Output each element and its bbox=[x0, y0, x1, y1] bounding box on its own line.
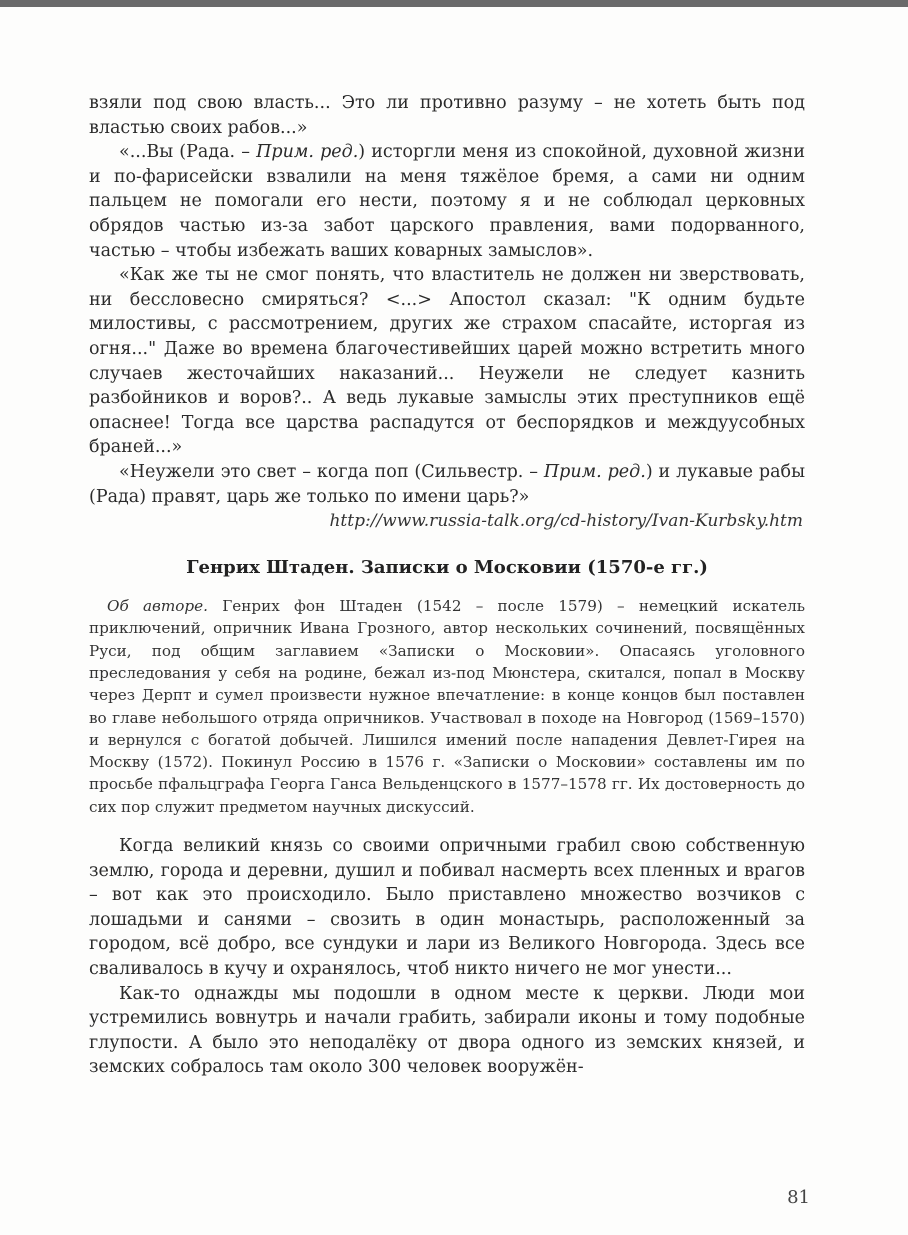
staden-text bbox=[89, 834, 805, 1080]
section-heading: Генрих Штаден. Записки о Московии (1570-е гг.) bbox=[186, 557, 708, 579]
staden-paragraph: Как-то однажды мы подошли в одном месте к церкви. Люди мои устремились вовнутрь и начали грабить, забирали иконы и тому подобные глупости. А было это неподалёку от двора одного из земских князей, и земских собралось там около 300 человек вооружён- bbox=[89, 983, 805, 1078]
staden-paragraph: Когда великий князь со своими опричными грабил свою собственную землю, города и деревни, душил и побивал насмерть всех пленных и врагов – вот как это происходило. Было приставлено множество возчиков с лошадьми и санями – свозить в один монастырь, расположенный за городом, всё добро, все сундуки и лари из Великого Новгорода. Здесь все сваливалось в кучу и охранялось, чтоб никто ничего не мог унести... bbox=[89, 836, 805, 980]
kurbsky-quote-continued: взяли под свою власть... Это ли противно разуму – не хотеть быть под властью своих рабов...» bbox=[89, 93, 805, 138]
quote-text: ) исторгли меня из спокойной, духовной жизни и по-фарисейски взвалили на меня тяжёлое бремя, а сами ни одним пальцем не помогали его нести, поэтому я и не соблюдал церковных обрядов частью из-за забот царского правления, вами подорванного, частью – чтобы избежать ваших коварных замыслов». bbox=[89, 142, 806, 261]
about-author-label: Об авторе. bbox=[107, 597, 208, 616]
source-url: http://www.russia-talk.org/cd-history/Ivan-Kurbsky.htm bbox=[329, 511, 803, 532]
about-author bbox=[89, 595, 805, 818]
editor-note: Прим. ред. bbox=[256, 142, 359, 163]
kurbsky-quote-ruler: «Как же ты не смог понять, что властитель не должен ни зверствовать, ни бессловесно смиряться? <...> Апостол сказал: "К одним будьте милостивы, с рассмотрением, других же страхом спасайте, исторгая из огня..." Даже во времена благочестивейших царей можно встретить много случаев жесточайших наказаний... Неужели не следует казнить разбойников и воров?.. А ведь лукавые замыслы этих преступников ещё опаснее! Тогда все царства распадутся от беспорядков и междуусобных браней...» bbox=[89, 265, 805, 458]
quote-text: ) и лукавые рабы (Рада) правят, царь же только по имени царь?» bbox=[89, 461, 805, 507]
quote-text: «...Вы (Рада. – bbox=[119, 142, 257, 163]
quote-text: «Неужели это свет – когда поп (Сильвестр. – bbox=[119, 461, 544, 482]
about-author-text: Генрих фон Штаден (1542 – после 1579) – немецкий искатель приключений, опричник Ивана Грозного, автор нескольких сочинений, посвящённых Руси, под общим заглавием «Записки о Московии». Опасаясь уголовного преследования у себя на родине, бежал из-под Мюнстера, скитался, попал в Москву через Дерпт и сумел произвести нужное впечатление: в конце концов был поставлен во главе небольшого отряда опричников. Участвовал в походе на Новгород (1569–1570) и вернулся с богатой добычей. Лишился имений после нападения Девлет-Гирея на Москву (1572). Покинул Россию в 1576 г. «Записки о Московии» составлены им по просьбе пфальцграфа Георга Ганса Вельденцского в 1577–1578 гг. Их достоверность до сих пор служит предметом научных дискуссий. bbox=[89, 597, 806, 816]
kurbsky-quote-priest bbox=[89, 460, 805, 509]
editor-note: Прим. ред. bbox=[543, 461, 646, 482]
top-edge-rule bbox=[0, 0, 908, 7]
page-number: 81 bbox=[787, 1187, 810, 1208]
page-content bbox=[89, 91, 805, 1080]
kurbsky-quote-rada bbox=[89, 140, 805, 263]
